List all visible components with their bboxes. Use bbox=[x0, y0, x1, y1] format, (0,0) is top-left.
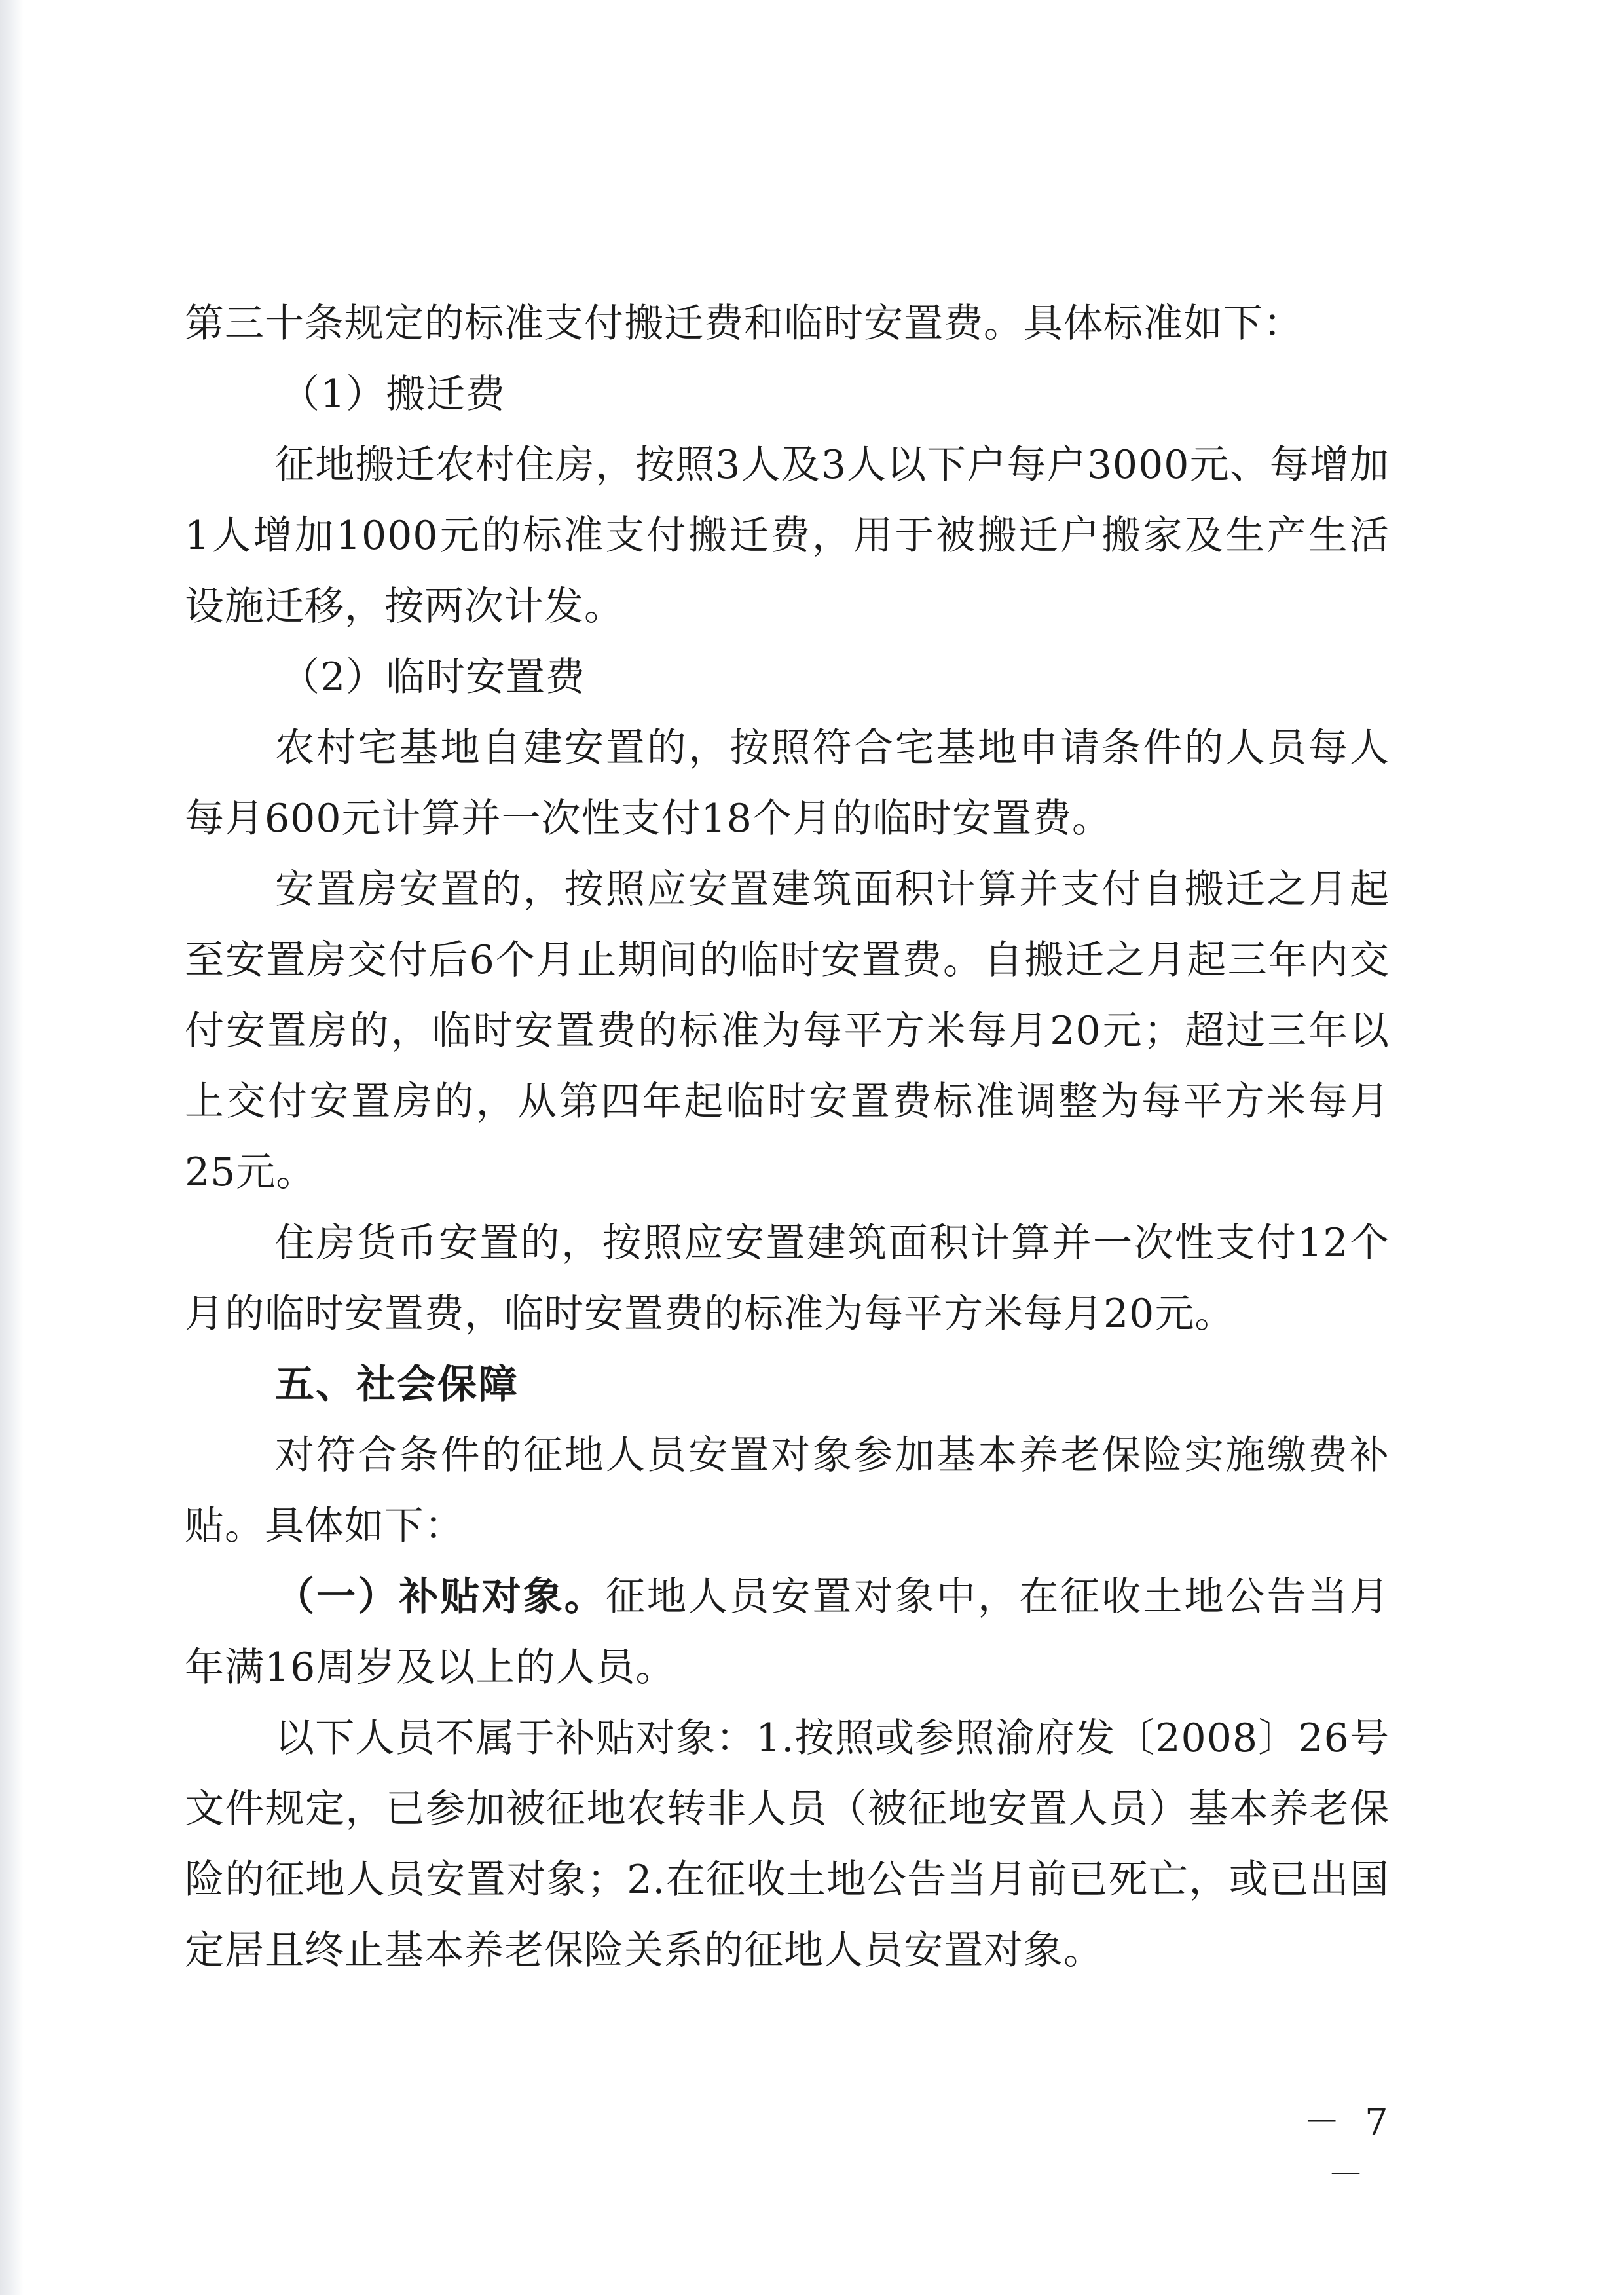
section-heading-social-security: 五、社会保障 bbox=[275, 1362, 519, 1408]
paragraph-homestead-resettlement: 农村宅基地自建安置的，按照符合宅基地申请条件的人员每人每月600元计算并一次性支付18个月的临时安置费。 bbox=[185, 725, 1390, 842]
subheading-relocation-fee: （1）搬迁费 bbox=[280, 371, 506, 417]
subsidy-target-lead: （一）补贴对象。 bbox=[275, 1574, 606, 1620]
page-number: － 7 － bbox=[1303, 2101, 1395, 2196]
paragraph-relocation-fee: 征地搬迁农村住房，按照3人及3人以下户每户3000元、每增加1人增加1000元的标准支付搬迁费，用于被搬迁户搬家及生产生活设施迁移，按两次计发。 bbox=[185, 442, 1390, 629]
paragraph-monetary-resettlement: 住房货币安置的，按照应安置建筑面积计算并一次性支付12个月的临时安置费，临时安置费的标准为每平方米每月20元。 bbox=[185, 1220, 1390, 1337]
subsidy-target-body: 征地人员安置对象中，在征收土地公告当月年满16周岁及以上的人员。 bbox=[185, 1574, 1390, 1690]
paragraph-housing-resettlement: 安置房安置的，按照应安置建筑面积计算并支付自搬迁之月起至安置房交付后6个月止期间的临时安置费。自搬迁之月起三年内交付安置房的，临时安置费的标准为每平方米每月20元；超过三年以上交付安置房的，从第四年起临时安置费标准调整为每平方米每月25元。 bbox=[185, 867, 1390, 1195]
document-body bbox=[185, 288, 1390, 1986]
paragraph-excluded-persons: 以下人员不属于补贴对象：1.按照或参照渝府发〔2008〕26号文件规定，已参加被征地农转非人员（被征地安置人员）基本养老保险的征地人员安置对象；2.在征收土地公告当月前已死亡，或已出国定居且终止基本养老保险关系的征地人员安置对象。 bbox=[185, 1715, 1390, 1973]
paragraph-continuation: 第三十条规定的标准支付搬迁费和临时安置费。具体标准如下： bbox=[185, 301, 1303, 346]
paragraph-subsidy-target bbox=[185, 1561, 1390, 1703]
scan-shadow-edge bbox=[0, 0, 24, 2295]
subheading-temporary-resettlement-fee: （2）临时安置费 bbox=[280, 654, 586, 700]
paragraph-subsidy-intro: 对符合条件的征地人员安置对象参加基本养老保险实施缴费补贴。具体如下： bbox=[185, 1432, 1390, 1549]
